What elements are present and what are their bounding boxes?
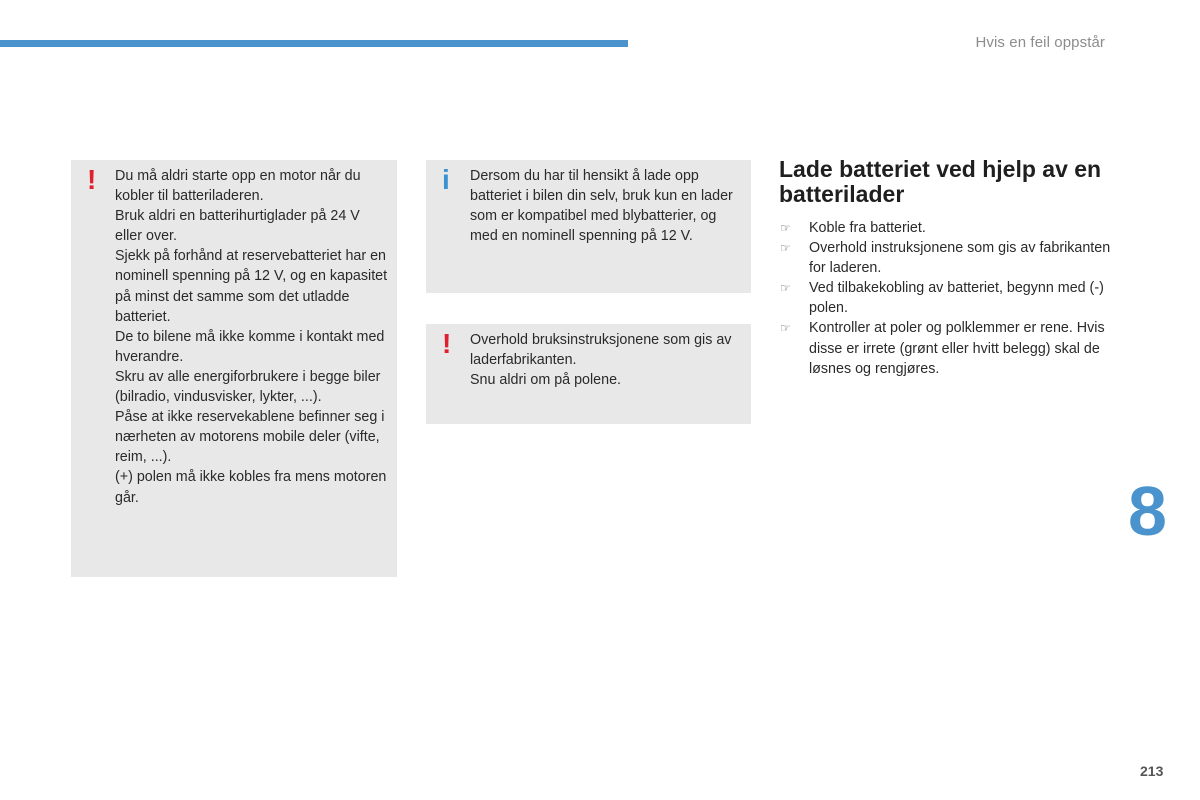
info-box: [426, 160, 751, 293]
warning-paragraph: Skru av alle energiforbrukere i begge biler (bilradio, vindusvisker, lykter, ...).: [115, 368, 381, 406]
info-icon: i: [442, 164, 450, 195]
list-item: [780, 218, 1120, 238]
instruction-list: [780, 218, 1120, 379]
list-item: [780, 318, 1120, 378]
warning-text: [115, 166, 389, 508]
warning-paragraph: Sjekk på forhånd at reservebatteriet har en nominell spenning på 12 V, og en kapasitet på minst det samme som det utladde batteriet.: [115, 248, 388, 325]
list-item-text: Ved tilbakekobling av batteriet, begynn med (-) polen.: [809, 280, 1104, 317]
list-item-text: Overhold instruksjonene som gis av fabrikanten for laderen.: [809, 240, 1111, 277]
exclamation-warning-icon: !: [442, 328, 452, 359]
info-paragraph: Dersom du har til hensikt å lade opp batteriet i bilen din selv, bruk kun en lader som er kompatibel med blybatterier, og med en nominell spenning på 12 V.: [470, 168, 733, 245]
page-number: 213: [1140, 763, 1164, 779]
list-item: [780, 278, 1120, 318]
warning-paragraph: Påse at ikke reservekablene befinner seg i nærheten av motorens mobile deler (vifte, reim, ...).: [115, 409, 385, 466]
pointing-hand-icon: ☞: [780, 241, 791, 256]
warning-paragraph: Overhold bruksinstruksjonene som gis av laderfabrikanten.: [470, 332, 732, 369]
warning-paragraph: Snu aldri om på polene.: [470, 372, 622, 389]
exclamation-warning-icon: !: [87, 164, 97, 195]
warning-text: [470, 330, 743, 390]
list-item-text: Kontroller at poler og polklemmer er rene. Hvis disse er irrete (grønt eller hvitt belegg) skal de løsnes og rengjøres.: [809, 320, 1105, 377]
pointing-hand-icon: ☞: [780, 281, 791, 296]
pointing-hand-icon: ☞: [780, 221, 791, 235]
info-text: [470, 166, 743, 246]
section-title: Hvis en feil oppstår: [975, 34, 1105, 51]
pointing-hand-icon: ☞: [780, 321, 791, 336]
warning-paragraph: (+) polen må ikke kobles fra mens motoren går.: [115, 469, 387, 506]
warning-box: [426, 324, 751, 424]
warning-paragraph: Bruk aldri en batterihurtiglader på 24 V eller over.: [115, 208, 360, 245]
warning-paragraph: De to bilene må ikke komme i kontakt med hverandre.: [115, 328, 385, 365]
warning-paragraph: Du må aldri starte opp en motor når du kobler til batteriladeren.: [115, 168, 361, 205]
list-item: [780, 238, 1120, 278]
header-accent-bar: [0, 40, 628, 47]
warning-box: [71, 160, 397, 577]
list-item-text: Koble fra batteriet.: [809, 220, 926, 236]
chapter-number: 8: [1128, 472, 1167, 550]
section-heading: Lade batteriet ved hjelp av en batterilader: [779, 156, 1102, 207]
